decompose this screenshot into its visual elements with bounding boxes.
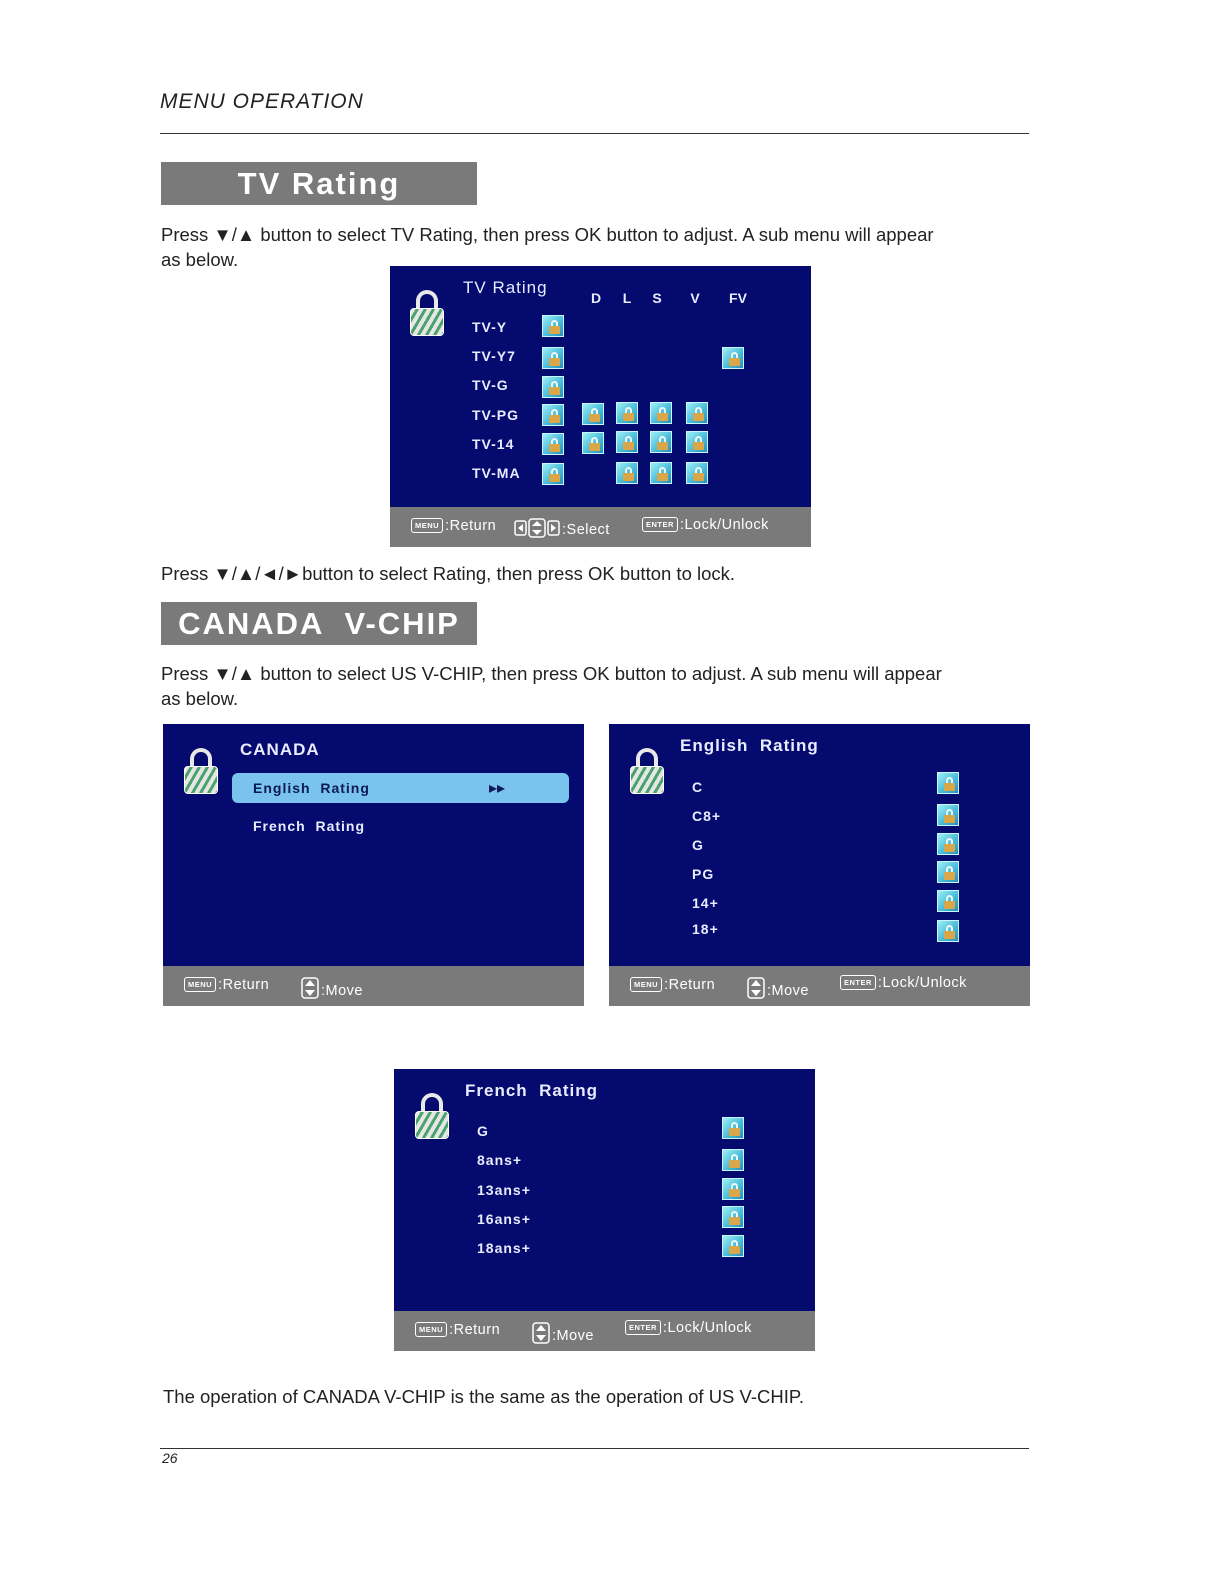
panel-footer-bar (163, 966, 584, 1006)
tv-rating-intro-line1: Press ▼/▲ button to select TV Rating, then press OK button to adjust. A sub menu will appear (161, 224, 934, 245)
unlock-toggle-icon[interactable] (686, 462, 708, 484)
footer-lock-hint (625, 1320, 752, 1336)
unlock-toggle-icon[interactable] (650, 402, 672, 424)
canada-vchip-banner: CANADA V-CHIP (161, 602, 477, 645)
unlock-toggle-icon[interactable] (542, 315, 564, 337)
footer-move-hint (301, 977, 363, 999)
rating-row-16ans: 16ans+ (477, 1211, 531, 1227)
footer-return-hint (184, 977, 269, 993)
rating-row-tv-g: TV-G (472, 377, 509, 393)
french-panel-title: French Rating (465, 1081, 599, 1100)
unlock-toggle-icon[interactable] (686, 431, 708, 453)
enter-key-icon: ENTER (642, 517, 678, 532)
footer-rule (160, 1448, 1029, 1449)
menu-item-french-rating[interactable]: French Rating (253, 818, 366, 834)
unlock-toggle-icon[interactable] (650, 431, 672, 453)
canada-closing-text: The operation of CANADA V-CHIP is the same as the operation of US V-CHIP. (163, 1386, 804, 1407)
column-label-s: S (652, 290, 662, 306)
four-way-arrows-icon (514, 518, 560, 538)
unlock-toggle-icon[interactable] (937, 920, 959, 942)
column-label-v: V (690, 290, 700, 306)
menu-key-icon: MENU (411, 518, 443, 533)
menu-key-icon: MENU (630, 977, 662, 992)
unlock-toggle-icon[interactable] (937, 833, 959, 855)
rating-row-g: G (477, 1123, 489, 1139)
panel-footer-bar (390, 507, 811, 547)
move-label: :Move (321, 983, 363, 999)
menu-item-english-rating[interactable] (232, 773, 569, 803)
unlock-toggle-icon[interactable] (722, 347, 744, 369)
canada-intro-line1: Press ▼/▲ button to select US V-CHIP, then press OK button to adjust. A sub menu will appear (161, 663, 942, 684)
unlock-toggle-icon[interactable] (582, 432, 604, 454)
unlock-toggle-icon[interactable] (616, 402, 638, 424)
unlock-toggle-icon[interactable] (582, 403, 604, 425)
rating-row-tv-14: TV-14 (472, 436, 515, 452)
unlock-toggle-icon[interactable] (542, 347, 564, 369)
unlock-toggle-icon[interactable] (722, 1178, 744, 1200)
up-down-arrows-icon (301, 977, 319, 999)
panel-footer-bar (394, 1311, 815, 1351)
rating-row-8ans: 8ans+ (477, 1152, 523, 1168)
return-label: :Return (445, 518, 497, 534)
page-header-title: MENU OPERATION (160, 90, 364, 113)
rating-row-pg: PG (692, 866, 715, 882)
return-label: :Return (449, 1322, 501, 1338)
footer-return-hint (411, 518, 496, 534)
unlock-toggle-icon[interactable] (686, 402, 708, 424)
rating-row-tv-pg: TV-PG (472, 407, 520, 423)
rating-row-g: G (692, 837, 704, 853)
move-label: :Move (552, 1328, 594, 1344)
rating-row-14: 14+ (692, 895, 719, 911)
page-number: 26 (162, 1450, 178, 1466)
menu-key-icon: MENU (415, 1322, 447, 1337)
tv-rating-intro-line2: as below. (161, 249, 239, 270)
unlock-toggle-icon[interactable] (722, 1149, 744, 1171)
footer-lock-hint (840, 975, 967, 991)
rating-row-18: 18+ (692, 921, 719, 937)
move-label: :Move (767, 983, 809, 999)
menu-item-label: English Rating (253, 780, 370, 796)
tv-rating-panel-title: TV Rating (463, 278, 548, 297)
footer-return-hint (630, 977, 715, 993)
enter-key-icon: ENTER (625, 1320, 661, 1335)
footer-select-hint (514, 518, 610, 538)
header-rule (160, 133, 1029, 134)
panel-footer-bar (609, 966, 1030, 1006)
footer-move-hint (532, 1322, 594, 1344)
canada-panel-title: CANADA (240, 740, 320, 759)
rating-row-18ans: 18ans+ (477, 1240, 531, 1256)
unlock-toggle-icon[interactable] (937, 772, 959, 794)
canada-intro-line2: as below. (161, 688, 239, 709)
french-rating-panel (394, 1069, 815, 1351)
column-label-l: L (622, 290, 632, 306)
up-down-arrows-icon (532, 1322, 550, 1344)
lock-unlock-label: :Lock/Unlock (877, 975, 967, 991)
padlock-icon (410, 290, 444, 338)
unlock-toggle-icon[interactable] (616, 431, 638, 453)
tv-rating-banner: TV Rating (161, 162, 477, 205)
padlock-icon (415, 1093, 449, 1141)
unlock-toggle-icon[interactable] (722, 1117, 744, 1139)
return-label: :Return (664, 977, 716, 993)
footer-return-hint (415, 1322, 500, 1338)
unlock-toggle-icon[interactable] (722, 1235, 744, 1257)
up-down-arrows-icon (747, 977, 765, 999)
english-rating-panel (609, 724, 1030, 1006)
select-label: :Select (562, 522, 610, 538)
canada-menu-panel (163, 724, 584, 1006)
english-panel-title: English Rating (680, 736, 819, 755)
unlock-toggle-icon[interactable] (937, 804, 959, 826)
unlock-toggle-icon[interactable] (937, 890, 959, 912)
rating-row-tv-y7: TV-Y7 (472, 348, 516, 364)
rating-row-tv-y: TV-Y (472, 319, 508, 335)
rating-row-c: C (692, 779, 704, 795)
tv-rating-panel (390, 266, 811, 547)
enter-key-icon: ENTER (840, 975, 876, 990)
lock-unlock-label: :Lock/Unlock (662, 1320, 752, 1336)
footer-move-hint (747, 977, 809, 999)
unlock-toggle-icon[interactable] (542, 376, 564, 398)
unlock-toggle-icon[interactable] (650, 462, 672, 484)
footer-lock-hint (642, 517, 769, 533)
padlock-icon (630, 748, 664, 796)
return-label: :Return (218, 977, 270, 993)
unlock-toggle-icon[interactable] (542, 463, 564, 485)
column-label-d: D (590, 290, 602, 306)
rating-row-tv-ma: TV-MA (472, 465, 521, 481)
unlock-toggle-icon[interactable] (722, 1206, 744, 1228)
column-label-fv: FV (729, 290, 747, 306)
tv-rating-intro (161, 222, 1021, 272)
rating-row-c8: C8+ (692, 808, 722, 824)
unlock-toggle-icon[interactable] (937, 861, 959, 883)
menu-key-icon: MENU (184, 977, 216, 992)
lock-unlock-label: :Lock/Unlock (679, 517, 769, 533)
unlock-toggle-icon[interactable] (616, 462, 638, 484)
submenu-arrow-icon: ▸▸ (489, 780, 506, 797)
unlock-toggle-icon[interactable] (542, 433, 564, 455)
rating-row-13ans: 13ans+ (477, 1182, 531, 1198)
tv-rating-after-text: Press ▼/▲/◄/►button to select Rating, then press OK button to lock. (161, 563, 736, 584)
canada-intro (161, 661, 1021, 711)
padlock-icon (184, 748, 218, 796)
unlock-toggle-icon[interactable] (542, 404, 564, 426)
